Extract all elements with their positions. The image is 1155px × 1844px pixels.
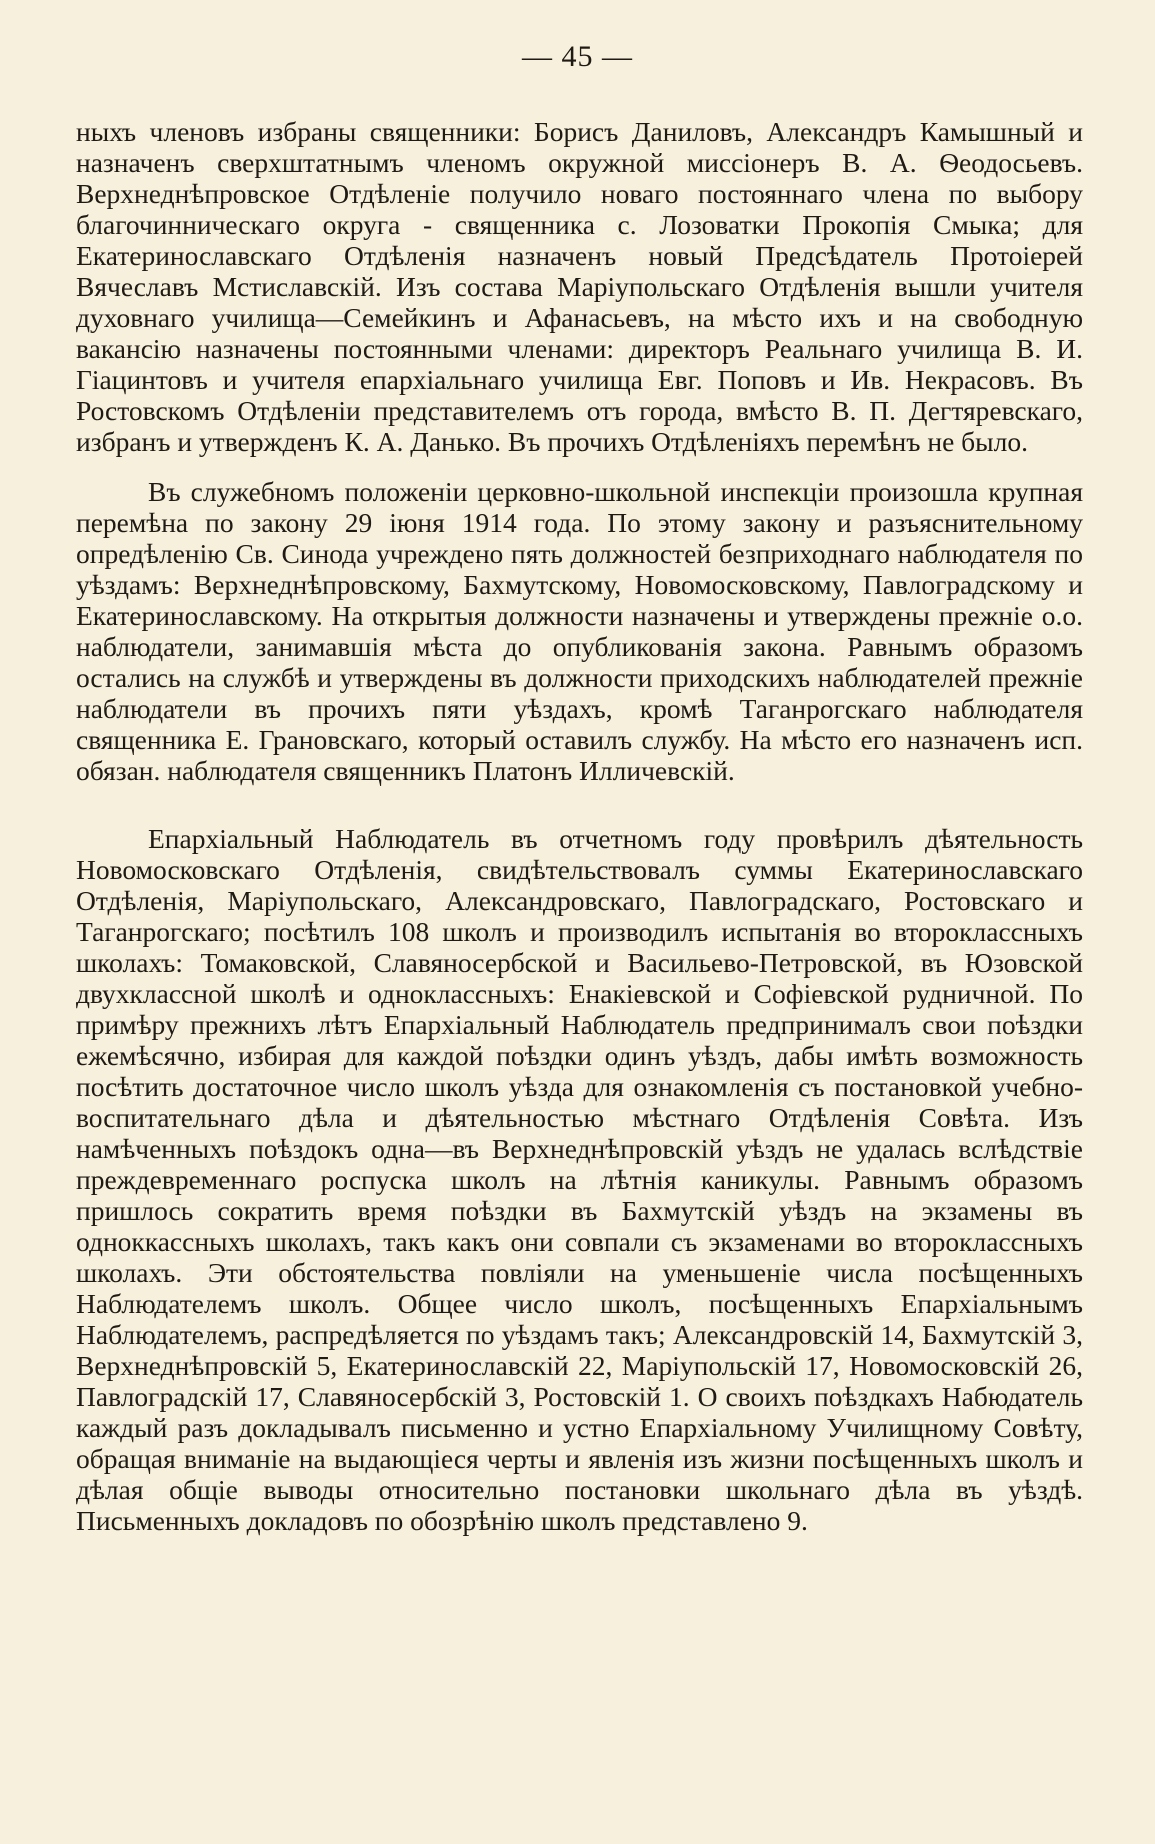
paragraph-inspection-changes: Въ служебномъ положеніи церковно-школьной инспекціи произошла крупная перемѣна по закону 29 іюня 1914 года. По этому закону и разъяснительному опредѣленію Св. Синода учреждено пять должностей безприходнаго наблюдателя по уѣздамъ: Верхнеднѣпровскому, Бахмутскому, Новомосковскому, Павлоградскому и Екатеринославскому. На открытыя должности назначены и утверждены прежніе о.о. наблюдатели, занимавшія мѣста до опубликованія закона. Равнымъ образомъ остались на службѣ и утверждены въ должности приходскихъ наблюдателей прежніе наблюдатели въ прочихъ пяти уѣздахъ, кромѣ Таганрогскаго наблюдателя священника Е. Грановскаго, который оставилъ службу. На мѣсто его назначенъ исп. обязан. наблюдателя священникъ Платонъ Илличевскій. bbox=[76, 476, 1083, 786]
paragraph-diocesan-observer: Епархіальный Наблюдатель въ отчетномъ году провѣрилъ дѣятельность Новомосковскаго Отдѣленія, свидѣтельствовалъ суммы Екатеринославскаго Отдѣленія, Маріупольскаго, Александровскаго, Павлоградскаго, Ростовскаго и Таганрогскаго; посѣтилъ 108 школъ и производилъ испытанія во второклассныхъ школахъ: Томаковской, Славяносербской и Васильево-Петровской, въ Юзовской двухклассной школѣ и одноклассныхъ: Енакіевской и Софіевской рудничной. По примѣру прежнихъ лѣтъ Епархіальный Наблюдатель предпринималъ свои поѣздки ежемѣсячно, избирая для каждой поѣздки одинъ уѣздъ, дабы имѣть возможность посѣтить достаточное число школъ уѣзда для ознакомленія съ постановкой учебно-воспитательнаго дѣла и дѣятельностью мѣстнаго Отдѣленія Совѣта. Изъ намѣченныхъ поѣздокъ одна—въ Верхнеднѣпровскій уѣздъ не удалась вслѣдствіе преждевременнаго роспуска школъ на лѣтнія каникулы. Равнымъ образомъ пришлось сократить время поѣздки въ Бахмутскій уѣздъ на экзамены въ одноккассныхъ школахъ, такъ какъ они совпали съ экзаменами во второклассныхъ школахъ. Эти обстоятельства повліяли на уменьшеніе числа посѣщенныхъ Наблюдателемъ школъ. Общее число школъ, посѣщенныхъ Епархіальнымъ Наблюдателемъ, распредѣляется по уѣздамъ такъ; Александровскій 14, Бахмутскій 3, Верхнеднѣпровскій 5, Екатеринославскій 22, Маріупольскій 17, Новомосковскій 26, Павлоградскій 17, Славяносербскій 3, Ростовскій 1. О своихъ поѣздкахъ Набюдатель каждый разъ докладывалъ письменно и устно Епархіальному Училищному Совѣту, обращая вниманіе на выдающіеся черты и явленія изъ жизни посѣщенныхъ школъ и дѣлая общіе выводы относительно постановки школьнаго дѣла въ уѣздѣ. Письменныхъ докладовъ по обозрѣнію школъ представлено 9. bbox=[76, 823, 1083, 1536]
page-body bbox=[76, 116, 1083, 1536]
page-number: — 45 — bbox=[522, 40, 633, 73]
paragraph-members-changes: ныхъ членовъ избраны священники: Борисъ Даниловъ, Александръ Камышный и назначенъ сверхштатнымъ членомъ окружной миссіонеръ В. А. Ѳеодосьевъ. Верхнеднѣпровское Отдѣленіе получило новаго постояннаго члена по выбору благочинническаго округа - священника с. Лозоватки Прокопія Смыка; для Екатеринославскаго Отдѣленія назначенъ новый Предсѣдатель Протоіерей Вячеславъ Мстиславскій. Изъ состава Маріупольскаго Отдѣленія вышли учителя духовнаго училища—Семейкинъ и Афанасьевъ, на мѣсто ихъ и на свободную вакансію назначены постоянными членами: директоръ Реальнаго училища В. И. Гіацинтовъ и учителя епархіальнаго училища Евг. Поповъ и Ив. Некрасовъ. Въ Ростовскомъ Отдѣленіи представителемъ отъ города, вмѣсто В. П. Дегтяревскаго, избранъ и утвержденъ К. А. Данько. Въ прочихъ Отдѣленіяхъ перемѣнъ не было. bbox=[76, 116, 1083, 457]
